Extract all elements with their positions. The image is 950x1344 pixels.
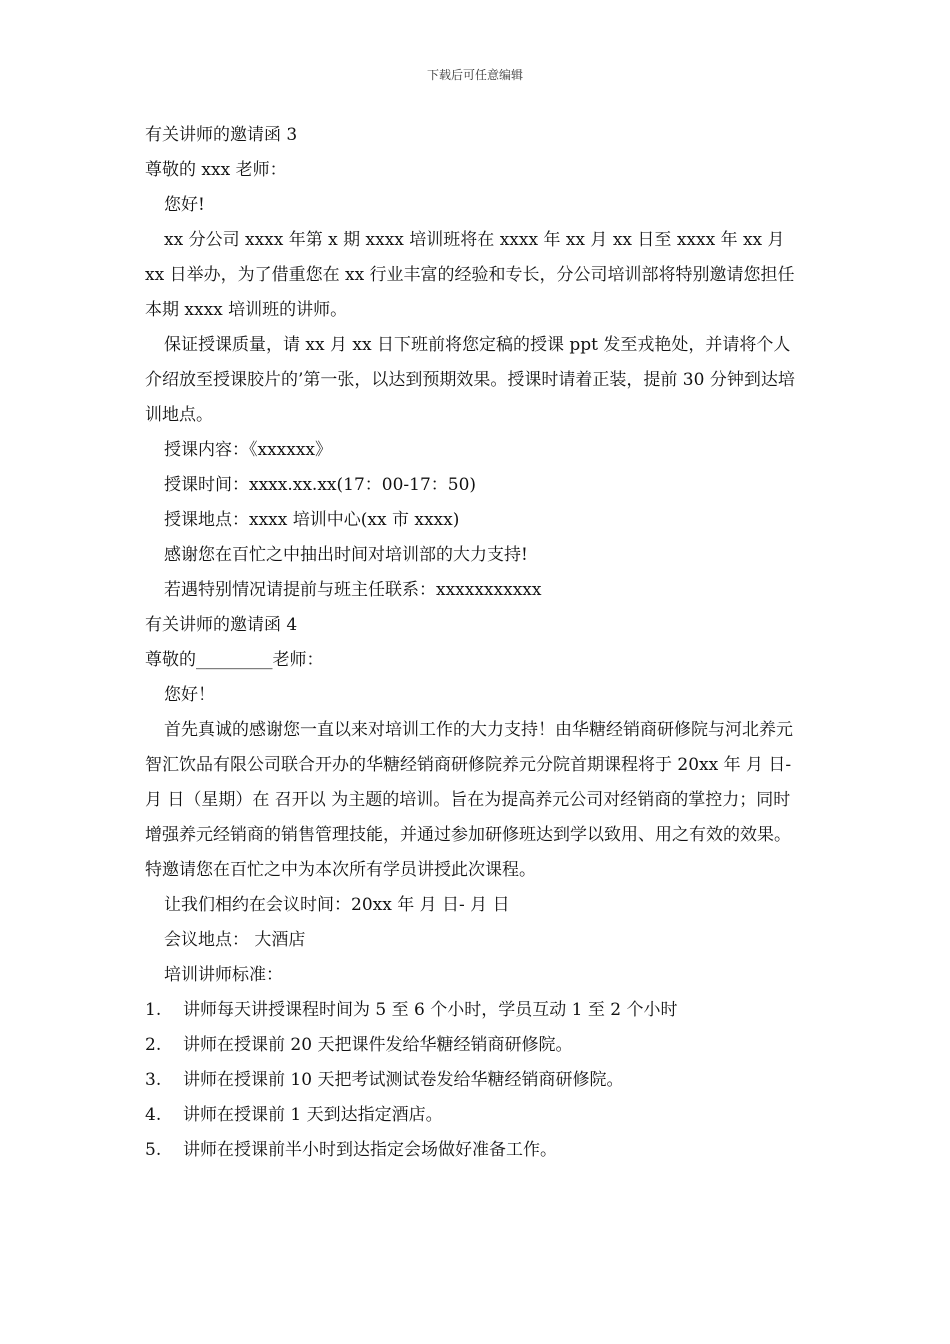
letter4-meeting-place: 会议地点： 大酒店 (164, 930, 306, 950)
standard-number: 5. (145, 1140, 162, 1160)
standard-number: 2. (145, 1035, 162, 1055)
standard-item (145, 1098, 807, 1133)
standard-text: 讲师在授课前 1 天到达指定酒店。 (183, 1105, 443, 1125)
letter3-title: 有关讲师的邀请函 3 (145, 125, 298, 145)
letter4-meeting-time: 让我们相约在会议时间：20xx 年 月 日- 月 日 (164, 895, 510, 915)
letter3-content-line: 授课内容：《xxxxxx》 (164, 440, 333, 460)
standard-number: 3. (145, 1070, 162, 1090)
standard-item (145, 1028, 807, 1063)
standard-number: 4. (145, 1105, 162, 1125)
letter4-greeting: 您好！ (164, 685, 215, 705)
standard-text: 讲师每天讲授课程时间为 5 至 6 个小时，学员互动 1 至 2 个小时 (183, 1000, 678, 1020)
standard-item (145, 1133, 807, 1168)
letter3-paragraph-2: 保证授课质量，请 xx 月 xx 日下班前将您定稿的授课 ppt 发至戎艳处，并请将个人介绍放至授课胶片的’第一张，以达到预期效果。授课时请着正装，提前 30 分钟到达培训地点。 (145, 335, 795, 425)
letter4-title: 有关讲师的邀请函 4 (145, 615, 298, 635)
document-body (145, 118, 807, 1168)
page-header-note: 下载后可任意编辑 (426, 68, 523, 82)
standard-text: 讲师在授课前半小时到达指定会场做好准备工作。 (183, 1140, 557, 1160)
letter3-contact: 若遇特别情况请提前与班主任联系：xxxxxxxxxxx (164, 580, 542, 600)
letter3-place-line: 授课地点：xxxx 培训中心(xx 市 xxxx) (164, 510, 460, 530)
letter3-paragraph-1: xx 分公司 xxxx 年第 x 期 xxxx 培训班将在 xxxx 年 xx 月 xx 日至 xxxx 年 xx 月 xx 日举办，为了借重您在 xx 行业丰富的经验和专长，分公司培训部将特别邀请您担任本期 xxxx 培训班的讲师。 (145, 230, 795, 320)
letter3-greeting: 您好! (164, 195, 205, 215)
standard-item (145, 1063, 807, 1098)
letter4-salutation: 尊敬的_________老师： (145, 650, 324, 670)
letter3-time-line: 授课时间：xxxx.xx.xx(17：00-17：50) (164, 475, 477, 495)
standard-item (145, 993, 807, 1028)
letter4-standards-title: 培训讲师标准： (164, 965, 283, 985)
letter4-paragraph-1: 首先真诚的感谢您一直以来对培训工作的大力支持！由华糖经销商研修院与河北养元智汇饮品有限公司联合开办的华糖经销商研修院养元分院首期课程将于 20xx 年 月 日- 月 日（星期）在 召开以 为主题的培训。旨在为提高养元公司对经销商的掌控力；同时增强养元经销商的销售管理技能，并通过参加研修班达到学以致用、用之有效的效果。特邀请您在百忙之中为本次所有学员讲授此次课程。 (145, 720, 793, 880)
standard-number: 1. (145, 1000, 162, 1020)
standard-text: 讲师在授课前 10 天把考试测试卷发给华糖经销商研修院。 (183, 1070, 624, 1090)
letter3-salutation: 尊敬的 xxx 老师： (145, 160, 287, 180)
standard-text: 讲师在授课前 20 天把课件发给华糖经销商研修院。 (183, 1035, 573, 1055)
letter3-thanks: 感谢您在百忙之中抽出时间对培训部的大力支持! (164, 545, 528, 565)
